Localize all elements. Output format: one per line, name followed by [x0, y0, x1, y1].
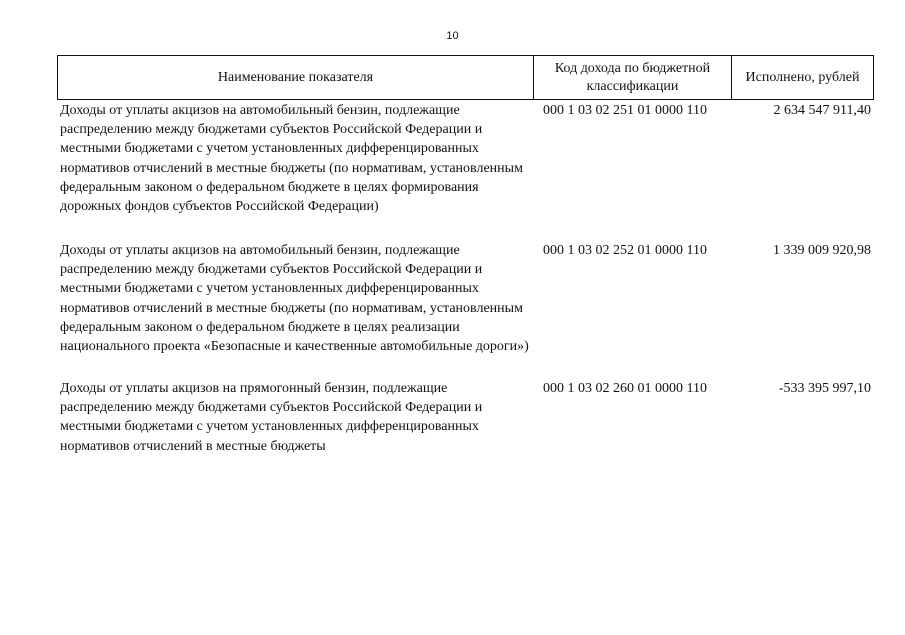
table-row	[57, 100, 874, 240]
row-name: Доходы от уплаты акцизов на прямогонный бензин, подлежащие распределению между бюджетами субъектов Российской Федерации и местными бюджетами с учетом установленных дифференцированных нормативов отчислений в местные бюджеты	[60, 381, 483, 454]
page-number: 10	[446, 30, 459, 42]
row-amount: 2 634 547 911,40	[773, 103, 871, 118]
row-code: 000 1 03 02 252 01 0000 110	[543, 243, 707, 258]
row-name: Доходы от уплаты акцизов на автомобильный бензин, подлежащие распределению между бюджетами субъектов Российской Федерации и местными бюджетами с учетом установленных дифференцированных нормативов отчислений в местные бюджеты (по нормативам, установленным федеральным законом о федеральном бюджете в целях формирования дорожных фондов субъектов Российской Федерации)	[60, 103, 523, 215]
table-body	[57, 100, 874, 468]
row-amount: -533 395 997,10	[778, 381, 871, 396]
row-amount: 1 339 009 920,98	[773, 243, 871, 258]
header-code: Код дохода по бюджетной классификации	[534, 56, 732, 99]
table-header	[57, 55, 874, 100]
row-code: 000 1 03 02 260 01 0000 110	[543, 381, 707, 396]
table-row	[57, 240, 874, 378]
header-executed: Исполнено, рублей	[745, 69, 860, 85]
row-name: Доходы от уплаты акцизов на автомобильный бензин, подлежащие распределению между бюджетами субъектов Российской Федерации и местными бюджетами с учетом установленных дифференцированных нормативов отчислений в местные бюджеты (по нормативам, установленным федеральным законом о федеральном бюджете в целях реализации национального проекта «Безопасные и качественные автомобильные дороги»)	[60, 243, 529, 355]
table-row	[57, 378, 874, 468]
row-code: 000 1 03 02 251 01 0000 110	[543, 103, 707, 118]
header-name: Наименование показателя	[58, 56, 534, 99]
